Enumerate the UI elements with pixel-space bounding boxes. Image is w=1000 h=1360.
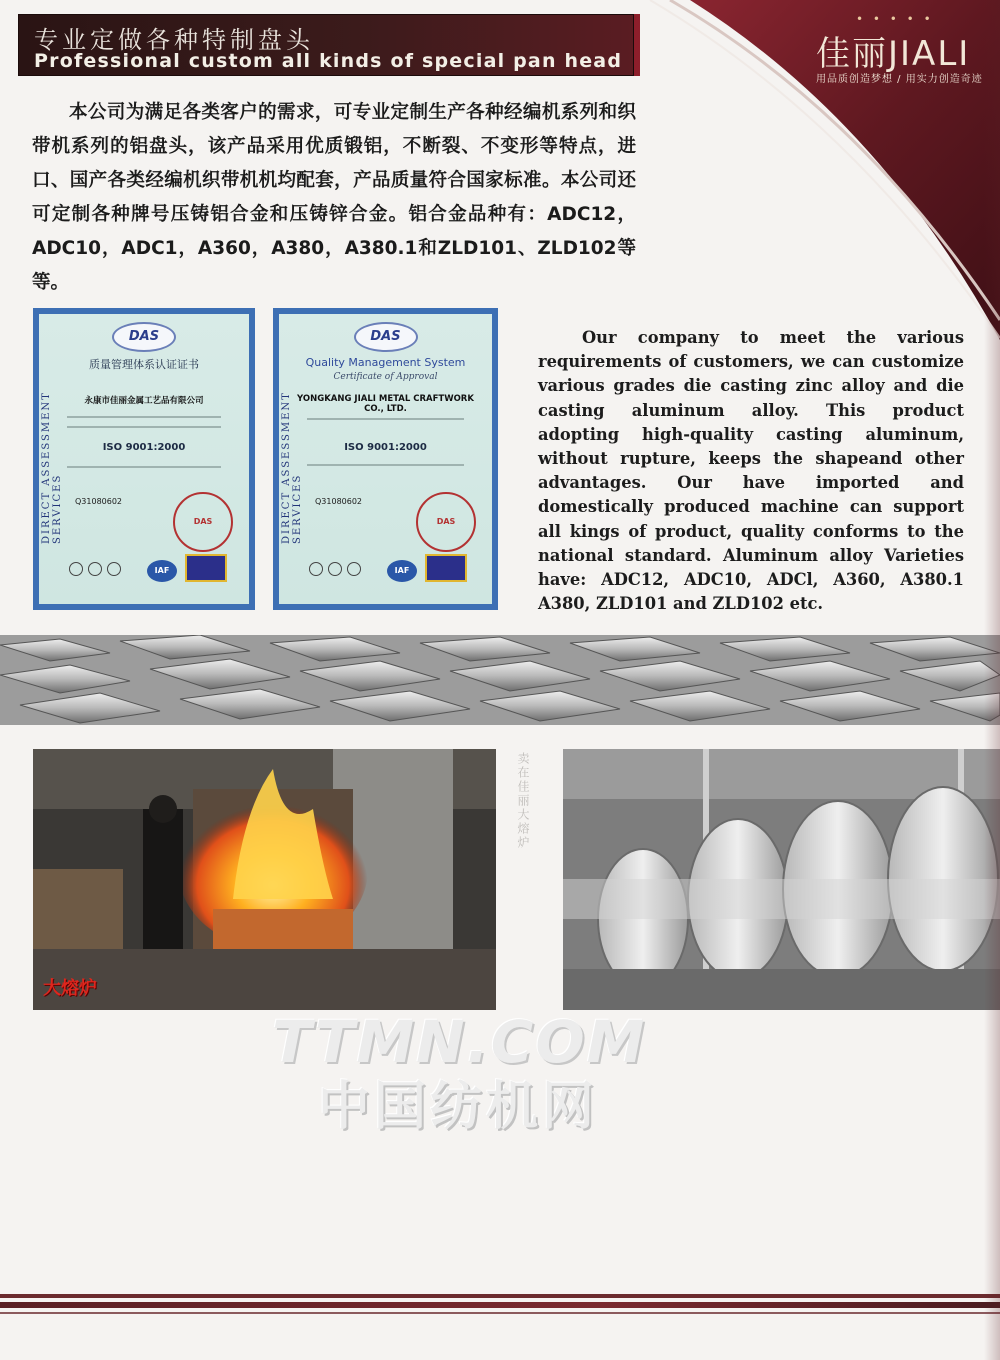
footer-rule (0, 1312, 1000, 1314)
certificate-side-text: DIRECT ASSESSMENT SERVICES (281, 391, 303, 544)
page-edge-shadow (984, 0, 1000, 1360)
audit-circles (69, 562, 121, 576)
certification-stamp-icon: DAS (173, 492, 233, 552)
divider (67, 466, 221, 468)
furnace-label: 大熔炉 (43, 978, 97, 999)
brand-logo (796, 12, 986, 92)
certificate-title: 质量管理体系认证证书 (89, 358, 199, 371)
logo-mark: 佳丽JIALI (816, 34, 971, 74)
certificate-subtitle: Certificate of Approval (333, 372, 438, 382)
certificate-title: Quality Management System (305, 356, 466, 369)
logo-dots: • • • • • (856, 12, 934, 26)
intro-paragraph-en: Our company to meet the various requirements of customers, we can customize various grades die casting zinc alloy and die casting aluminum alloy. This product adopting high-quality casting aluminum, without rupture, keeps the shapeand other advantages. Our have imported and domestically produced machine can support all kings of product, quality conforms to the national standard. Aluminum alloy Varieties have: ADC12, ADC10, ADCl, A360, A380.1 A380, ZLD101 and ZLD102 etc. (538, 328, 964, 614)
audit-circles (309, 562, 361, 576)
certificate-side-text: DIRECT ASSESSMENT SERVICES (41, 391, 63, 544)
registration-mark-icon (425, 554, 467, 582)
header-banner (18, 14, 640, 76)
divider (307, 418, 464, 420)
footer-rule (0, 1294, 1000, 1298)
furnace-photo (33, 749, 496, 1010)
divider (67, 416, 221, 418)
certificate-en (273, 308, 498, 610)
certificate-number: Q31080602 (75, 497, 123, 506)
registration-mark-icon (185, 554, 227, 582)
page-title-en: Professional custom all kinds of special pan head (34, 50, 623, 72)
page-title-cn: 专业定做各种特制盘头 (34, 26, 314, 54)
watermark-cn: 中国纺机网 (318, 1077, 599, 1137)
iaf-logo-icon: IAF (147, 560, 177, 582)
certificate-standard: ISO 9001:2000 (102, 442, 186, 453)
certificate-company: YONGKANG JIALI METAL CRAFTWORK CO., LTD. (297, 394, 474, 414)
divider (67, 426, 221, 428)
certification-stamp-icon: DAS (416, 492, 476, 552)
ingot-strip-image (0, 635, 1000, 725)
footer-rule (0, 1302, 1000, 1308)
intro-paragraph-cn: 本公司为满足各类客户的需求，可专业定制生产各种经编机系列和织带机系列的铝盘头，该产品采用优质锻铝，不断裂、不变形等特点，进口、国产各类经编机织带机机均配套，产品质量符合国家标准。本公司还可定制各种牌号压铸铝合金和压铸锌合金。铝合金品种有：ADC12，ADC10，ADC1，A360，A380，A380.1和ZLD101、ZLD102等等。 (32, 102, 636, 293)
das-logo-icon: DAS (354, 322, 418, 352)
divider (307, 464, 464, 466)
certificate-number: Q31080602 (315, 497, 363, 506)
iaf-logo-icon: IAF (387, 560, 417, 582)
certificate-standard: ISO 9001:2000 (344, 442, 427, 453)
watermark-en: TTMN.COM (272, 1008, 647, 1076)
logo-tagline: 用品质创造梦想 / 用实力创造奇迹 (816, 74, 983, 85)
certificate-cn (33, 308, 255, 610)
side-caption: 卖在佳丽大熔炉 (516, 752, 530, 850)
certificate-company: 永康市佳丽金属工艺品有限公司 (84, 396, 204, 406)
pan-head-photo (563, 749, 1000, 1010)
das-logo-icon: DAS (112, 322, 176, 352)
